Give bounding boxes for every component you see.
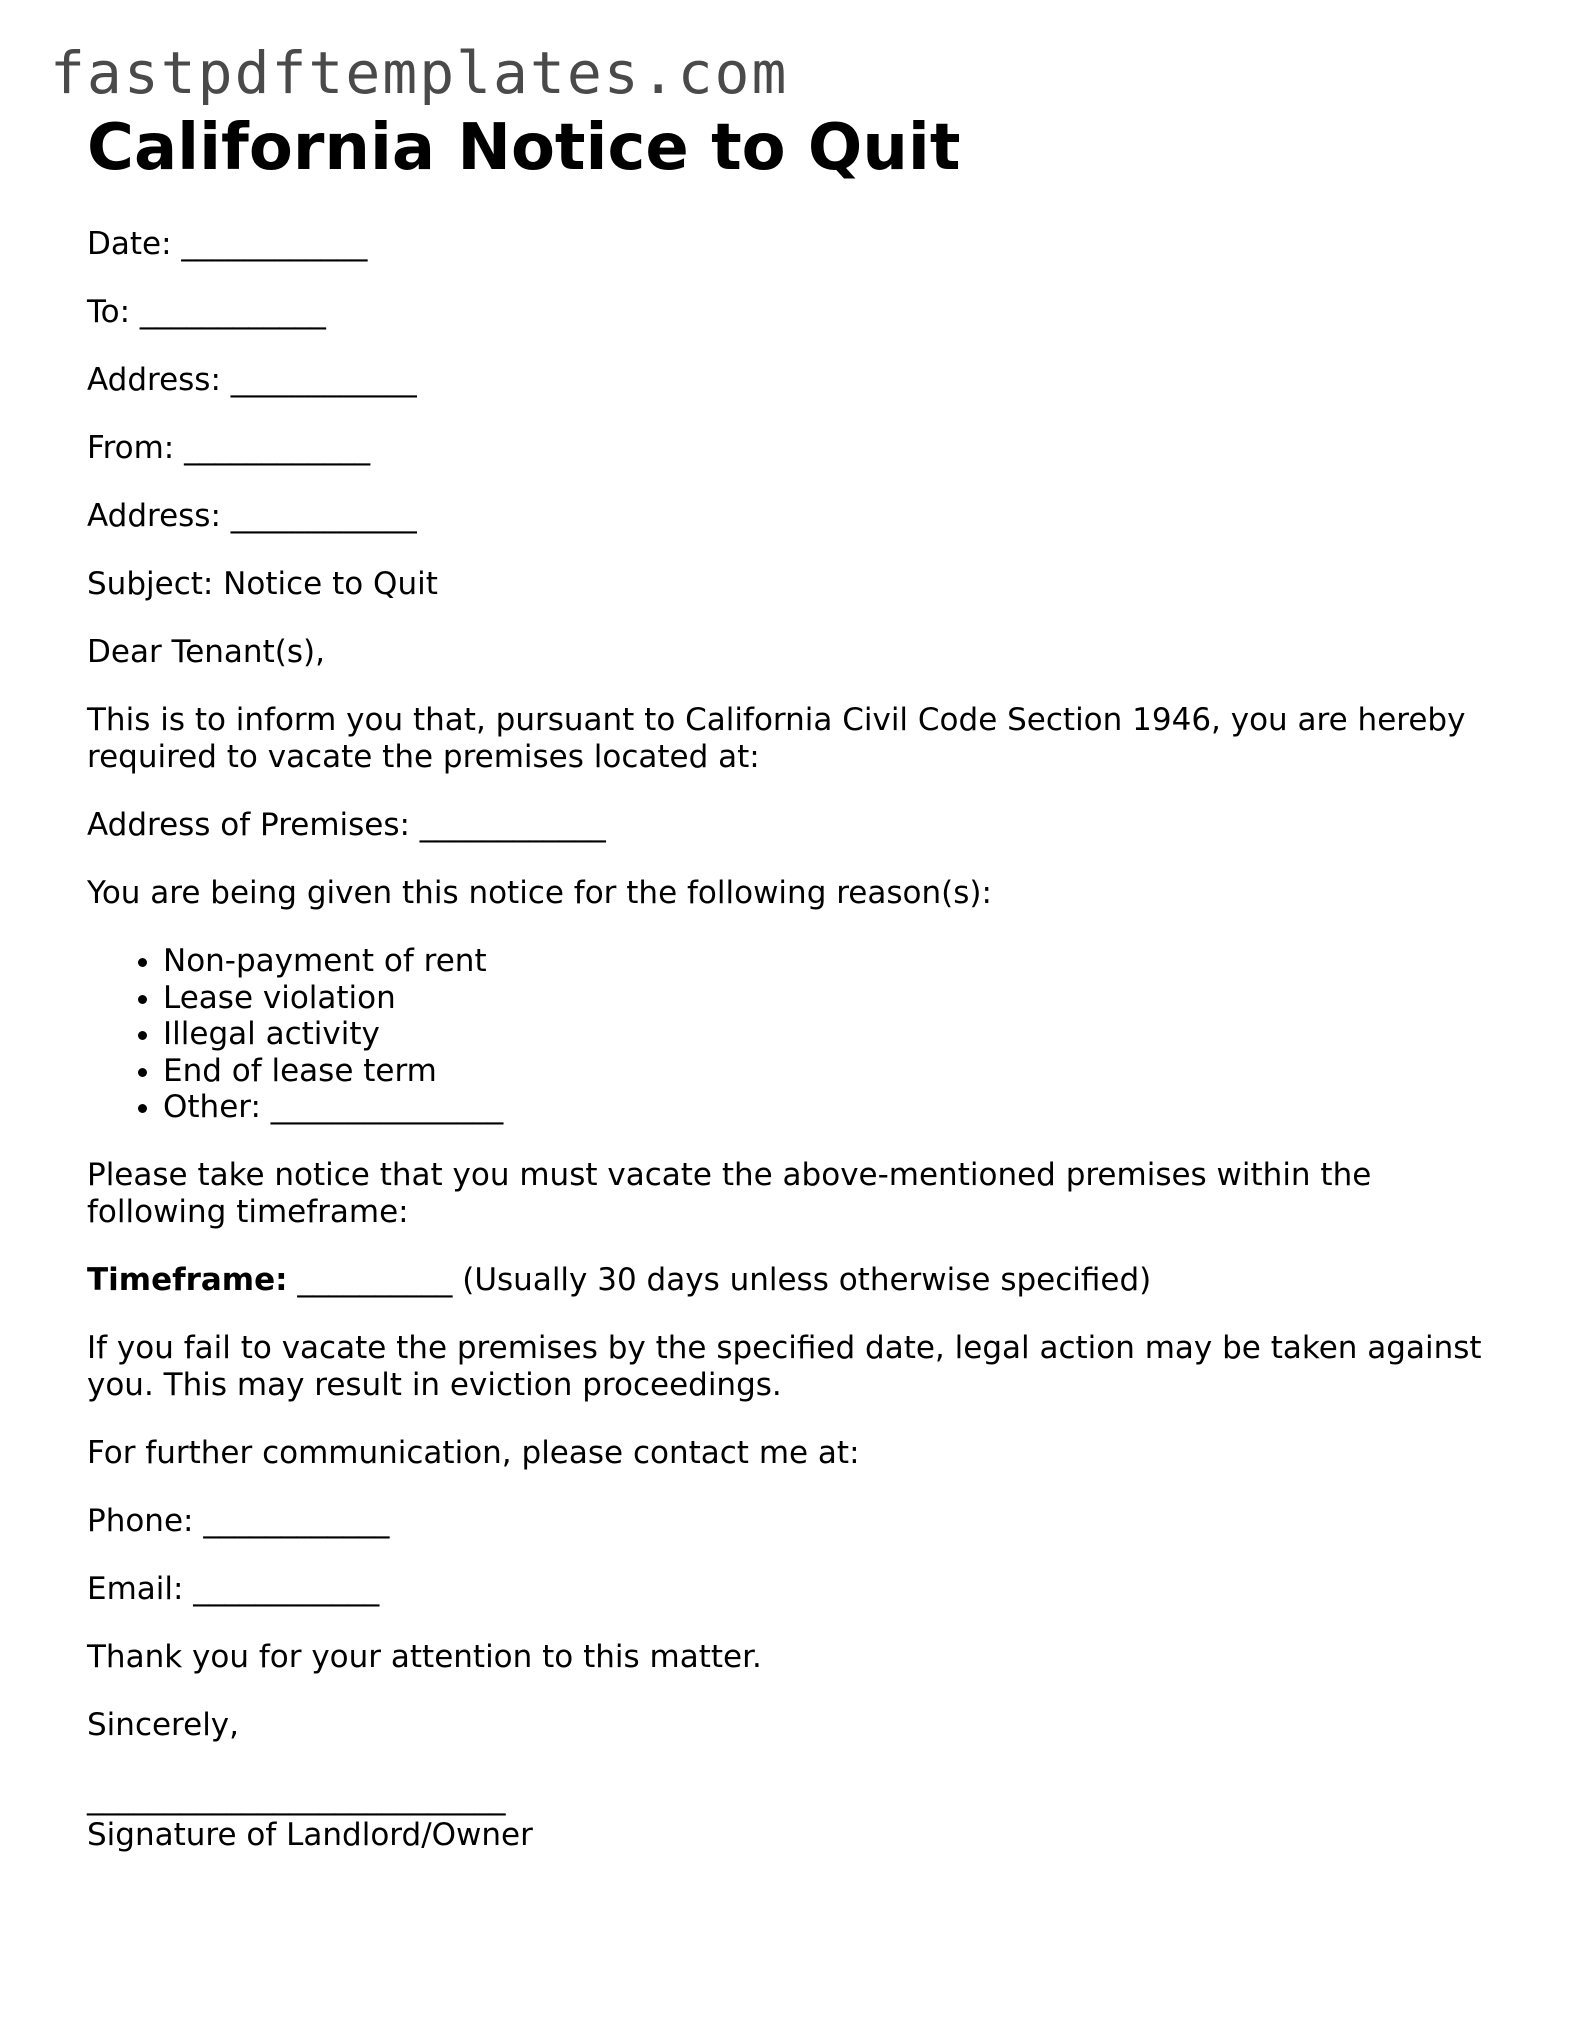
signature-label: Signature of Landlord/Owner: [87, 1816, 533, 1853]
contact-intro: For further communication, please contact me at:: [87, 1434, 860, 1471]
timeframe-line: [87, 1262, 1507, 1299]
document-title: California Notice to Quit: [87, 111, 961, 185]
warning-paragraph: If you fail to vacate the premises by the specified date, legal action may be taken against you. This may result in eviction proceedings.: [87, 1329, 1482, 1403]
to-address-field: Address: ____________: [87, 362, 417, 398]
list-item: • Illegal activity: [163, 1016, 1507, 1053]
from-address-field: Address: ____________: [87, 498, 417, 534]
signature-line: ___________________________: [87, 1779, 506, 1816]
document-body: [87, 108, 1507, 1854]
timeframe-label: Timeframe:: [87, 1261, 288, 1298]
closing: Sincerely,: [87, 1706, 240, 1743]
greeting: Dear Tenant(s),: [87, 634, 325, 670]
phone-field: Phone: ____________: [87, 1502, 390, 1539]
reasons-intro: You are being given this notice for the following reason(s):: [87, 875, 992, 911]
list-item: • Non-payment of rent: [163, 943, 1507, 980]
list-item: • End of lease term: [163, 1053, 1507, 1090]
email-field: Email: ____________: [87, 1570, 380, 1607]
to-field: To: ____________: [87, 294, 326, 330]
list-item: • Other: _______________: [163, 1089, 1507, 1126]
intro-paragraph: This is to inform you that, pursuant to California Civil Code Section 1946, you are hereby required to vacate the premises located at:: [87, 702, 1466, 775]
from-field: From: ____________: [87, 430, 371, 466]
watermark: fastpdftemplates.com: [50, 39, 789, 107]
subject-line: Subject: Notice to Quit: [87, 566, 438, 602]
thanks-line: Thank you for your attention to this matter.: [87, 1638, 762, 1675]
premises-address-field: Address of Premises: ____________: [87, 807, 606, 843]
timeframe-value: __________ (Usually 30 days unless otherwise specified): [287, 1261, 1152, 1298]
list-item: • Lease violation: [163, 980, 1507, 1017]
reasons-list: [87, 943, 1507, 1126]
vacate-notice: Please take notice that you must vacate the above-mentioned premises within the following timeframe:: [87, 1156, 1372, 1230]
date-field: Date: ____________: [87, 226, 368, 262]
